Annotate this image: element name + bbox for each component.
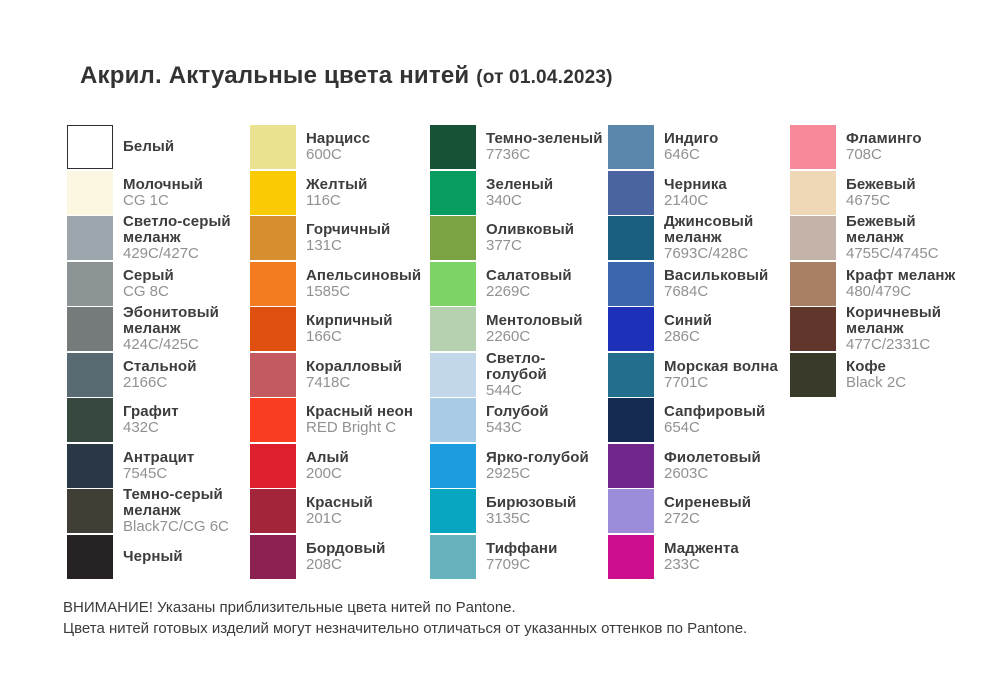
color-name: Горчичный [306, 221, 391, 238]
color-code: 2925C [486, 464, 531, 482]
color-entry-meta [664, 171, 784, 215]
color-entry [608, 171, 790, 215]
color-entry-meta [306, 353, 426, 397]
color-swatch [250, 489, 296, 533]
color-entry-meta [123, 213, 243, 262]
color-code: 646C [664, 146, 700, 163]
color-swatch [250, 125, 296, 169]
color-name: Алый [306, 448, 349, 466]
color-name: Черный [123, 547, 183, 565]
color-code: 3135C [486, 510, 531, 527]
color-code: 708C [846, 146, 882, 163]
color-code: 286C [664, 328, 700, 345]
color-swatch [790, 262, 836, 306]
color-name: Индиго [664, 130, 719, 147]
color-swatch [67, 353, 113, 397]
title-date: (от 01.04.2023) [476, 67, 613, 88]
color-code: 7418C [306, 373, 351, 391]
color-name: Ментоловый [486, 312, 583, 329]
color-code: 201C [306, 510, 342, 527]
color-code: CG 1C [123, 191, 169, 209]
color-entry [67, 304, 250, 353]
color-entry-meta [486, 535, 606, 579]
color-entry-meta [306, 398, 426, 442]
color-swatch [790, 171, 836, 215]
color-swatch [790, 353, 836, 397]
color-entry [67, 535, 250, 579]
color-entry [790, 304, 970, 353]
color-entry [608, 489, 790, 533]
color-code: 1585C [306, 282, 351, 300]
color-code: 600C [306, 146, 342, 163]
color-name: Черника [664, 175, 727, 193]
color-entry [67, 444, 250, 488]
color-name: Бежевый меланж [846, 213, 916, 246]
color-name: Ярко-голубой [486, 448, 589, 466]
color-name: Джинсовый меланж [664, 213, 754, 246]
color-swatch [250, 353, 296, 397]
color-code: 4675C [846, 191, 891, 209]
color-swatch [430, 125, 476, 169]
color-entry [250, 171, 430, 215]
color-name: Графит [123, 403, 179, 420]
color-entry-meta [486, 216, 606, 260]
color-name: Синий [664, 312, 713, 329]
color-entry-meta [664, 535, 784, 579]
color-code: 340C [486, 191, 522, 209]
color-entry [67, 262, 250, 306]
color-swatch [67, 216, 113, 260]
color-swatch [67, 307, 113, 351]
color-entry [250, 125, 430, 169]
color-entry [790, 125, 970, 169]
color-swatch [250, 171, 296, 215]
color-code: 377C [486, 237, 522, 254]
color-swatch [67, 125, 113, 169]
color-entry [250, 262, 430, 306]
color-entry-meta [123, 304, 243, 353]
color-code: Black 2C [846, 373, 907, 391]
color-swatch [430, 444, 476, 488]
color-entry [67, 353, 250, 397]
color-entry-meta [306, 125, 426, 169]
color-entry-meta [664, 489, 784, 533]
color-swatch [608, 398, 654, 442]
color-code: 424C/425C [123, 336, 199, 353]
color-entry-meta [306, 262, 426, 306]
color-entry [430, 489, 608, 533]
color-entry-meta [123, 535, 243, 579]
color-entry-meta [664, 307, 784, 351]
color-entry-meta [306, 216, 426, 260]
color-code: 272C [664, 510, 700, 527]
color-entry [430, 535, 608, 579]
color-entry-meta [123, 444, 243, 488]
color-name: Оливковый [486, 221, 575, 238]
page-title [80, 62, 613, 90]
color-name: Стальной [123, 357, 197, 375]
color-swatch [608, 307, 654, 351]
color-swatch [430, 353, 476, 397]
color-entry [67, 125, 250, 169]
footer-note [63, 597, 747, 639]
color-swatch [430, 398, 476, 442]
color-column [790, 125, 970, 580]
color-code: 432C [123, 419, 159, 436]
color-name: Белый [123, 138, 175, 155]
color-swatch [608, 262, 654, 306]
color-entry [790, 353, 970, 397]
color-code: 2140C [664, 191, 709, 209]
color-name: Кирпичный [306, 312, 393, 329]
color-swatch [608, 171, 654, 215]
color-name: Коричневый меланж [846, 304, 942, 337]
color-name: Зеленый [486, 175, 554, 193]
color-name: Темно-зеленый [486, 130, 603, 147]
color-code: 543C [486, 419, 522, 436]
footer-line-2: Цвета нитей готовых изделий могут незначительно отличаться от указанных оттенков по Pantone. [63, 620, 748, 637]
color-swatch [430, 171, 476, 215]
color-entry [67, 486, 250, 535]
color-entry-meta [846, 213, 962, 262]
color-swatch [430, 489, 476, 533]
color-entry [67, 398, 250, 442]
color-code: 131C [306, 237, 342, 254]
color-entry [250, 398, 430, 442]
color-entry [608, 353, 790, 397]
color-swatch [250, 444, 296, 488]
color-code: 7736C [486, 146, 531, 163]
color-entry-meta [306, 171, 426, 215]
color-swatch [67, 398, 113, 442]
color-entry-meta [306, 444, 426, 488]
color-code: 7709C [486, 555, 531, 573]
color-name: Васильковый [664, 266, 769, 284]
color-code: 7693C/428C [664, 245, 749, 262]
color-entry-meta [123, 171, 243, 215]
color-entry-meta [664, 125, 784, 169]
color-code: 166C [306, 328, 342, 345]
color-entry-meta [486, 125, 606, 169]
color-name: Морская волна [664, 357, 778, 375]
title-main: Акрил. Актуальные цвета нитей [80, 62, 470, 89]
color-swatch [430, 262, 476, 306]
color-code: 2603C [664, 464, 709, 482]
color-swatch [608, 489, 654, 533]
color-entry [250, 489, 430, 533]
color-entry [430, 398, 608, 442]
color-swatch [67, 489, 113, 533]
color-swatch [250, 262, 296, 306]
color-entry-meta [664, 213, 784, 262]
color-entry [430, 171, 608, 215]
color-entry [67, 171, 250, 215]
color-entry-meta [306, 489, 426, 533]
color-name: Бирюзовый [486, 494, 577, 511]
color-swatch [608, 125, 654, 169]
color-name: Антрацит [123, 448, 195, 466]
color-swatch [250, 535, 296, 579]
color-name: Серый [123, 266, 174, 284]
color-column [608, 125, 790, 580]
color-entry-meta [664, 262, 784, 306]
color-entry [250, 216, 430, 260]
color-code: 4755C/4745C [846, 245, 939, 262]
color-swatch [67, 444, 113, 488]
color-entry [250, 353, 430, 397]
color-entry-meta [306, 307, 426, 351]
color-name: Фламинго [846, 130, 922, 147]
color-entry-meta [486, 262, 606, 306]
color-entry-meta [486, 444, 606, 488]
color-entry [608, 535, 790, 579]
color-name: Бежевый [846, 175, 916, 193]
color-code: 2166C [123, 373, 168, 391]
color-swatch [430, 216, 476, 260]
color-code: 208C [306, 555, 342, 573]
color-entry-meta [486, 489, 606, 533]
color-name: Кофе [846, 357, 886, 375]
color-name: Голубой [486, 403, 549, 420]
color-entry [430, 262, 608, 306]
color-code: 2260C [486, 328, 531, 345]
color-code: 7701C [664, 373, 709, 391]
color-entry-meta [846, 262, 962, 306]
color-grid [67, 125, 970, 580]
color-entry-meta [664, 444, 784, 488]
color-swatch [250, 398, 296, 442]
color-entry [430, 216, 608, 260]
color-name: Нарцисс [306, 130, 371, 147]
color-entry-meta [846, 171, 962, 215]
color-code: 544C [486, 381, 522, 399]
color-name: Молочный [123, 175, 204, 193]
color-code: 200C [306, 464, 342, 482]
color-name: Салатовый [486, 266, 572, 284]
color-swatch [67, 171, 113, 215]
color-entry [250, 444, 430, 488]
color-entry [608, 398, 790, 442]
color-entry-meta [306, 535, 426, 579]
color-entry [608, 213, 790, 262]
color-name: Сапфировый [664, 403, 766, 420]
color-name: Крафт меланж [846, 266, 956, 284]
color-name: Фиолетовый [664, 448, 761, 466]
color-name: Светло-голубой [486, 349, 547, 383]
color-entry-meta [846, 353, 962, 397]
color-name: Светло-серый меланж [123, 213, 231, 246]
color-entry [430, 307, 608, 351]
color-swatch [608, 216, 654, 260]
color-name: Желтый [306, 175, 368, 193]
color-entry-meta [486, 349, 606, 399]
color-swatch [608, 353, 654, 397]
color-swatch [790, 307, 836, 351]
color-entry-meta [123, 262, 243, 306]
color-entry-meta [664, 353, 784, 397]
color-entry [430, 444, 608, 488]
color-entry-meta [664, 398, 784, 442]
color-code: 654C [664, 419, 700, 436]
color-entry [790, 171, 970, 215]
color-swatch [67, 535, 113, 579]
color-entry-meta [486, 307, 606, 351]
color-column [430, 125, 608, 580]
color-name: Маджента [664, 539, 739, 557]
color-swatch [67, 262, 113, 306]
color-code: 2269C [486, 282, 531, 300]
color-swatch [250, 216, 296, 260]
color-code: 7545C [123, 464, 168, 482]
color-name: Темно-серый меланж [123, 486, 223, 519]
color-swatch [430, 307, 476, 351]
color-swatch [608, 535, 654, 579]
color-name: Эбонитовый меланж [123, 304, 219, 337]
color-code: 233C [664, 555, 700, 573]
color-column [250, 125, 430, 580]
color-name: Коралловый [306, 357, 403, 375]
color-entry [790, 262, 970, 306]
color-code: 429C/427C [123, 245, 199, 262]
color-entry [250, 307, 430, 351]
color-code: 477C/2331C [846, 336, 931, 353]
color-entry-meta [846, 125, 962, 169]
color-name: Красный неон [306, 403, 414, 420]
color-entry-meta [123, 486, 243, 535]
color-entry-meta [486, 171, 606, 215]
color-name: Тиффани [486, 539, 558, 557]
color-swatch [608, 444, 654, 488]
color-name: Красный [306, 494, 373, 511]
color-entry [608, 125, 790, 169]
color-entry-meta [486, 398, 606, 442]
color-swatch [790, 125, 836, 169]
color-entry [790, 213, 970, 262]
color-code: RED Bright C [306, 419, 397, 436]
color-entry-meta [846, 304, 962, 353]
color-entry-meta [123, 125, 243, 169]
color-code: CG 8C [123, 282, 169, 300]
color-column [67, 125, 250, 580]
color-entry [430, 125, 608, 169]
color-code: 7684C [664, 282, 709, 300]
color-code: 116C [306, 191, 341, 209]
color-entry-meta [123, 353, 243, 397]
color-entry-meta [123, 398, 243, 442]
color-name: Апельсиновый [306, 266, 422, 284]
footer-line-1: ВНИМАНИЕ! Указаны приблизительные цвета нитей по Pantone. [63, 599, 516, 616]
color-entry [430, 349, 608, 399]
color-entry [67, 213, 250, 262]
color-swatch [430, 535, 476, 579]
color-swatch [790, 216, 836, 260]
color-entry [608, 307, 790, 351]
color-name: Сиреневый [664, 494, 752, 511]
color-code: 480/479C [846, 282, 912, 300]
color-entry [250, 535, 430, 579]
color-entry [608, 262, 790, 306]
color-swatch [250, 307, 296, 351]
color-name: Бордовый [306, 539, 386, 557]
color-code: Black7C/CG 6C [123, 518, 229, 535]
color-entry [608, 444, 790, 488]
